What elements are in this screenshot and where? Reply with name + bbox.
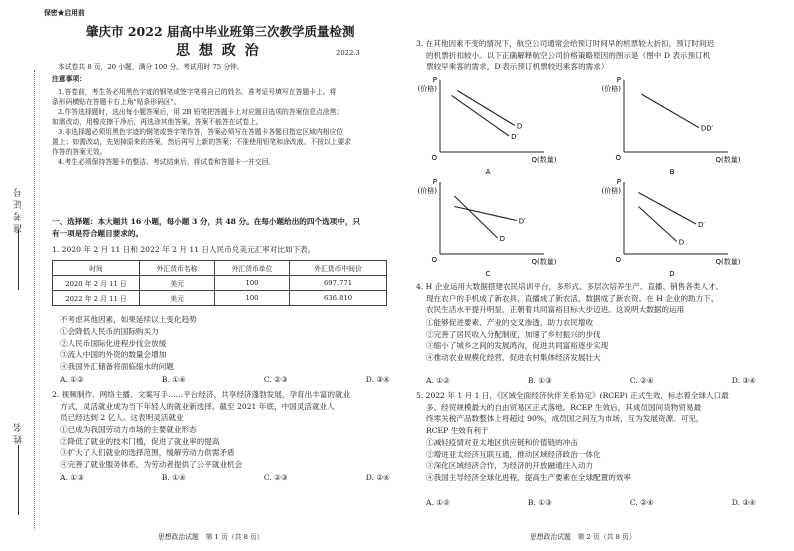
q3-stem-line: 票较早乘客的需求，D′表示预订机票较迟乘客的需求） — [426, 62, 609, 71]
q1-stem: 1. 2020 年 2 月 11 日和 2022 年 2 月 11 日人民币兑美元汇率对比如下表。 — [52, 245, 316, 254]
axis-label-p: P — [432, 76, 437, 84]
binding-dotted-line — [34, 70, 35, 530]
q4-stem-line: 4. H 企业运用大数据搭建农民培训平台，多形式、多层次培养生产、直播、销售各类人才。 — [416, 282, 724, 291]
option-c[interactable]: C. ②③ — [263, 473, 288, 482]
axis-label-q: Q(数量) — [715, 258, 741, 266]
q1-item: ①会降低人民币的国际购买力 — [60, 327, 159, 336]
footer-right: 思想政治试题 第 2 页（共 8 页） — [530, 533, 636, 541]
curve-label: D′ — [518, 217, 526, 226]
note-line: 1.答卷前，考生务必用黑色字迹的钢笔或签字笔将自己的姓名、准考证号填写在答题卡上。将 — [58, 88, 337, 96]
q1-lead: 不考虑其他因素，如果延续以上变化趋势 — [60, 315, 197, 324]
exam-title: 肇庆市 2022 届高中毕业班第三次教学质量检测 — [86, 24, 355, 39]
exchange-rate-table — [52, 260, 387, 306]
option-b[interactable]: B. ①③ — [527, 498, 552, 507]
option-a[interactable]: A. ①② — [426, 376, 450, 385]
axis-label-price: (价格) — [417, 85, 437, 93]
graph-svg — [601, 176, 750, 280]
q4-item: ③缩小了城乡之间的发展鸿沟，促进共同富裕逐步实现 — [426, 341, 609, 350]
axis-label-q: Q(数量) — [531, 156, 557, 164]
q2-stem-line: 2. 视频制作、网络主播、文案写手……平台经济、共享经济蓬勃发展，孕育出丰富的就业 — [52, 390, 351, 399]
axis-label-q: Q(数量) — [531, 258, 557, 266]
name-line — [18, 445, 19, 515]
graph-c — [417, 176, 566, 284]
origin-label: O — [615, 154, 621, 162]
option-b[interactable]: B. ①④ — [161, 375, 186, 384]
q3-stem — [416, 38, 714, 73]
q5-stem — [416, 390, 729, 436]
q2-stem — [52, 389, 350, 424]
graph-id-label: A — [485, 168, 491, 176]
table-row — [53, 291, 387, 306]
demand-curve-D′ — [452, 95, 510, 136]
footer-left: 思想政治试题 第 1 页（共 8 页） — [158, 533, 264, 541]
axis-label-p: P — [616, 76, 621, 84]
graph-id-label: B — [669, 168, 675, 176]
q2-options — [60, 472, 390, 484]
section1-line1: 一、选择题：本大题共 16 小题，每小题 3 分，共 48 分。在每小题给出的四个选项中，只 — [52, 217, 361, 226]
table-cell: 697.771 — [290, 276, 387, 291]
curve-label: D — [678, 238, 685, 247]
q5-item: ①减轻疫情对亚太地区供应链和价值链的冲击 — [426, 438, 578, 447]
table-header: 外汇货币中间价 — [290, 261, 387, 276]
demand-curve-D′ — [638, 193, 696, 225]
curve-label: D′ — [698, 221, 705, 229]
q5-stem-line: 多、经贸规模最大的自由贸易区正式落地。RCEP 生效后，其成员国间货物贸易最 — [426, 402, 702, 412]
table-row — [53, 276, 387, 291]
q4-item: ①能够促进要素、产业的交叉渗透，助力农民增收 — [426, 318, 594, 327]
demand-curve-D — [638, 207, 676, 242]
table-cell: 美元 — [140, 276, 215, 291]
table-cell: 2022 年 2 月 11 日 — [53, 291, 140, 306]
option-a[interactable]: A. ①② — [426, 498, 450, 507]
graph-svg — [417, 176, 566, 280]
exam-number-line — [18, 230, 19, 290]
q4-options — [426, 375, 756, 387]
secret-mark: 保密★启用前 — [44, 9, 85, 17]
curve-label: DD′ — [700, 124, 714, 133]
q1-item: ③流入中国的外资的数量会增加 — [60, 350, 167, 359]
note-line: 4.考生必须保持答题卡的整洁。考试结束后，将试卷和答题卡一并交回。 — [58, 158, 276, 166]
axis-label-p: P — [432, 178, 437, 186]
origin-label: O — [431, 154, 437, 162]
option-d[interactable]: D. ③④ — [365, 375, 390, 384]
q5-stem-line: RCEP 生效有利于 — [426, 425, 489, 435]
demand-curve-D′ — [454, 207, 516, 221]
q2-stem-line: 员已经达到 2 亿人。这表明灵活就业 — [60, 413, 184, 422]
q5-options — [426, 497, 756, 509]
q5-item: ③深化区域经济合作，为经济的开放融通注入动力 — [426, 461, 594, 470]
note-line: 3.非选择题必须用黑色字迹的钢笔或签字笔作答，答案必须写在答题卡各题目指定区域内相应位 — [58, 128, 344, 136]
note-line: 2.作答选择题时，选出每小题答案后，用 2B 铅笔把答题卡上对应题目选项的答案信息点涂黑； — [58, 108, 344, 116]
q4-stem-line: 农民生活水平提升明显，正朝着共同富裕目标大步迈进。这说明大数据的运用 — [426, 305, 685, 314]
table-cell: 100 — [215, 291, 290, 306]
q1-item: ④我国外汇储备将面临缩水的问题 — [60, 361, 174, 371]
table-header: 时间 — [53, 261, 140, 276]
q2-item: ③扩大了人们就业的选择范围，缓解劳动力供需矛盾 — [60, 448, 235, 457]
table-header-row — [53, 261, 387, 276]
q2-items — [60, 424, 242, 470]
name-label: 姓名 — [14, 420, 24, 444]
q4-item: ④推动农业规模化经营，促进农村集体经济发展壮大 — [426, 352, 601, 362]
section1-line2: 有一项是符合题目要求的。 — [52, 229, 144, 238]
table-cell: 100 — [215, 276, 290, 291]
option-c[interactable]: C. ②④ — [629, 498, 654, 507]
option-a[interactable]: A. ①② — [60, 375, 84, 384]
q1-options — [60, 374, 390, 386]
q1-item: ②人民币国际化进程步伐会放缓 — [60, 338, 167, 348]
table-cell: 2020 年 2 月 11 日 — [53, 276, 140, 291]
q4-stem — [416, 281, 723, 316]
q5-stem-line: 5. 2022 年 1 月 1 日，《区域全面经济伙伴关系协定》(RCEP) 正式生效，标志着全球人口最 — [416, 391, 729, 400]
graph-id-label: C — [485, 270, 491, 278]
table-header: 外汇货币单位 — [215, 261, 290, 276]
graph-svg — [601, 74, 750, 178]
option-d[interactable]: D. ③④ — [731, 498, 756, 507]
q2-stem-line: 方式，灵活就业成为当下年轻人的就业新选择。截至 2021 年底，中国灵活就业人 — [60, 401, 335, 411]
graph-b — [601, 74, 750, 182]
curve-label: D — [516, 122, 523, 131]
table-header: 外汇货币名称 — [140, 261, 215, 276]
demand-curve-D — [454, 196, 497, 238]
table-cell: 636.810 — [290, 291, 387, 306]
note-line: 作答的答案无效。 — [52, 148, 107, 156]
notes-title: 注意事项： — [52, 75, 86, 83]
q2-item: ①已成为我国劳动力市场的主要就业形态 — [60, 425, 197, 434]
graph-svg — [417, 74, 566, 178]
curve-label: D — [499, 235, 505, 243]
graph-a — [417, 74, 566, 182]
q4-items — [426, 317, 608, 363]
axis-label-price: (价格) — [417, 187, 437, 195]
axis-label-price: (价格) — [601, 85, 621, 93]
q5-items — [426, 437, 631, 483]
axis-label-q: Q(数量) — [715, 156, 741, 164]
option-a[interactable]: A. ①③ — [60, 473, 84, 482]
graph-id-label: D — [669, 270, 675, 278]
note-line: 条形码横贴在答题卡右上角"贴条形码区"。 — [52, 98, 181, 106]
origin-label: O — [615, 256, 621, 264]
q3-stem-line: 的机票折扣较小。以下正确解释航空公司价格策略原因的图示是（图中 D 表示预订机 — [426, 50, 711, 60]
option-b[interactable]: B. ①③ — [527, 376, 552, 385]
option-c[interactable]: C. ②④ — [629, 376, 654, 385]
q5-item: ②增进亚太经济互联互通，推动区域经济政治一体化 — [426, 449, 601, 459]
option-b[interactable]: B. ①④ — [161, 473, 186, 482]
q2-item: ②降低了就业的技术门槛，促进了就业率的提高 — [60, 436, 220, 446]
note-line: 如需改动，用橡皮擦干净后，再选涂其他答案。答案不能答在试卷上。 — [52, 118, 263, 126]
subject-title: 思 想 政 治 — [176, 43, 261, 59]
axis-label-p: P — [616, 178, 621, 186]
exam-date: 2022.3 — [336, 49, 360, 57]
q1-items — [60, 326, 174, 372]
exam-number-label: 准考证号 — [14, 185, 24, 233]
option-d[interactable]: D. ②④ — [365, 473, 390, 482]
option-d[interactable]: D. ③④ — [731, 376, 756, 385]
q3-stem-line: 3. 在其他因素不变的情况下，航空公司通常会给预订时间早的机票较大折扣，预订时间迟 — [416, 39, 715, 48]
exam-info: 本试卷共 8 页，20 小题，满分 100 分。考试用时 75 分钟。 — [58, 63, 244, 71]
q4-item: ②完善了居民收入分配制度，加速了乡村振兴的步伐 — [426, 329, 601, 339]
note-line: 置上；如需改动，先划掉原来的答案，然后再写上新的答案；不准使用铅笔和涂改液。不按以上要求 — [52, 138, 352, 146]
curve-label: D′ — [511, 133, 519, 141]
q2-item: ④完善了就业服务体系，为劳动者提供了公平就业机会 — [60, 459, 243, 469]
origin-label: O — [431, 256, 437, 264]
option-c[interactable]: C. ②③ — [263, 375, 288, 384]
graph-d — [601, 176, 750, 284]
demand-curve-DD′ — [641, 94, 699, 128]
q5-item: ④我国主导经济全球化进程，提高生产要素在全球配置的效率 — [426, 472, 632, 482]
q4-stem-line: 现在农户的手机成了新农具，直播成了新农活，数据成了新农资。在 H 企业的助力下， — [426, 293, 719, 303]
notes-list — [52, 87, 351, 167]
table-cell: 美元 — [140, 291, 215, 306]
q5-stem-line: 终零关税产品数整体上将超过 90%，成员国之间互为市场，互为发展资源。可见， — [426, 414, 704, 423]
axis-label-price: (价格) — [601, 187, 621, 195]
